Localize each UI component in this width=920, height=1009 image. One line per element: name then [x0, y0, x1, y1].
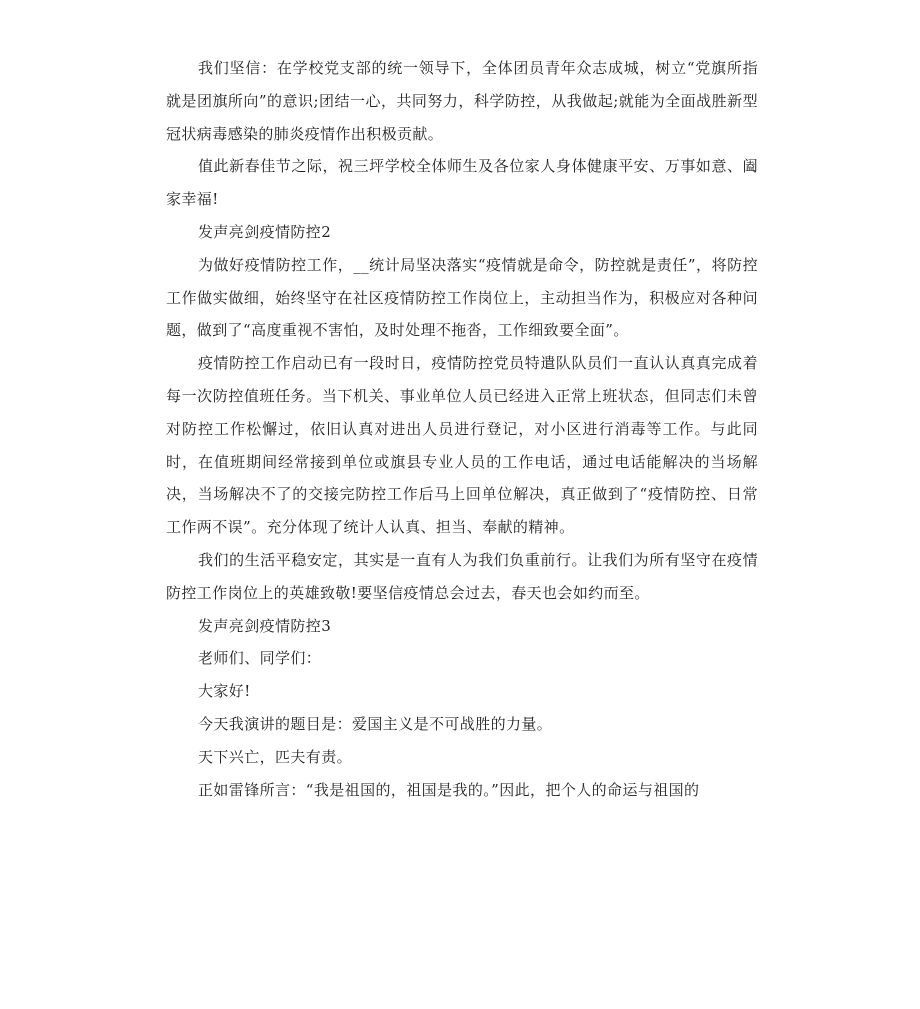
paragraph-statistics-bureau: 为做好疫情防控工作，__统计局坚决落实“疫情就是命令，防控就是责任”，将防控工作做实做细，始终坚守在社区疫情防控工作岗位上，主动担当作为，积极应对各种问题，做到了“高度重视不害怕，及时处理不拖沓，工作细致要全面”。: [166, 255, 758, 340]
proverb-line: 天下兴亡，匹夫有责。: [198, 747, 353, 766]
greeting-hello: 大家好!: [198, 682, 251, 701]
paragraph-belief: 我们坚信：在学校党支部的统一领导下，全体团员青年众志成城，树立“党旗所指就是团旗所向”的意识;团结一心，共同努力，科学防控，从我做起;就能为全面战胜新型冠状病毒感染的肺炎疫情作出积极贡献。: [166, 59, 758, 143]
paragraph-tribute: 我们的生活平稳安定，其实是一直有人为我们负重前行。让我们为所有坚守在疫情防控工作岗位上的英雄致敬!要坚信疫情总会过去，春天也会如约而至。: [166, 550, 758, 602]
section-heading-2: 发声亮剑疫情防控2: [198, 222, 332, 241]
section-heading-3: 发声亮剑疫情防控3: [198, 616, 332, 635]
greeting-teachers-students: 老师们、同学们：: [198, 649, 322, 668]
document-body: [166, 52, 758, 806]
paragraph-duty-work: 疫情防控工作启动已有一段时日，疫情防控党员特遣队队员们一直认认真真完成着每一次防控值班任务。当下机关、事业单位人员已经进入正常上班状态，但同志们未曾对防控工作松懈过，依旧认真对进出人员进行登记，对小区进行消毒等工作。与此同时，在值班期间经常接到单位或旗县专业人员的工作电话，通过电话能解决的当场解决，当场解决不了的交接完防控工作后马上回单位解决，真正做到了“疫情防控、日常工作两不误”。充分体现了统计人认真、担当、奉献的精神。: [166, 354, 758, 537]
speech-topic: 今天我演讲的题目是：爱国主义是不可战胜的力量。: [198, 714, 553, 733]
paragraph-new-year-wishes: 值此新春佳节之际，祝三坪学校全体师生及各位家人身体健康平安、万事如意、阖家幸福!: [166, 157, 758, 209]
paragraph-lei-feng-quote: 正如雷锋所言：“我是祖国的，祖国是我的。”因此，把个人的命运与祖国的: [198, 780, 700, 799]
